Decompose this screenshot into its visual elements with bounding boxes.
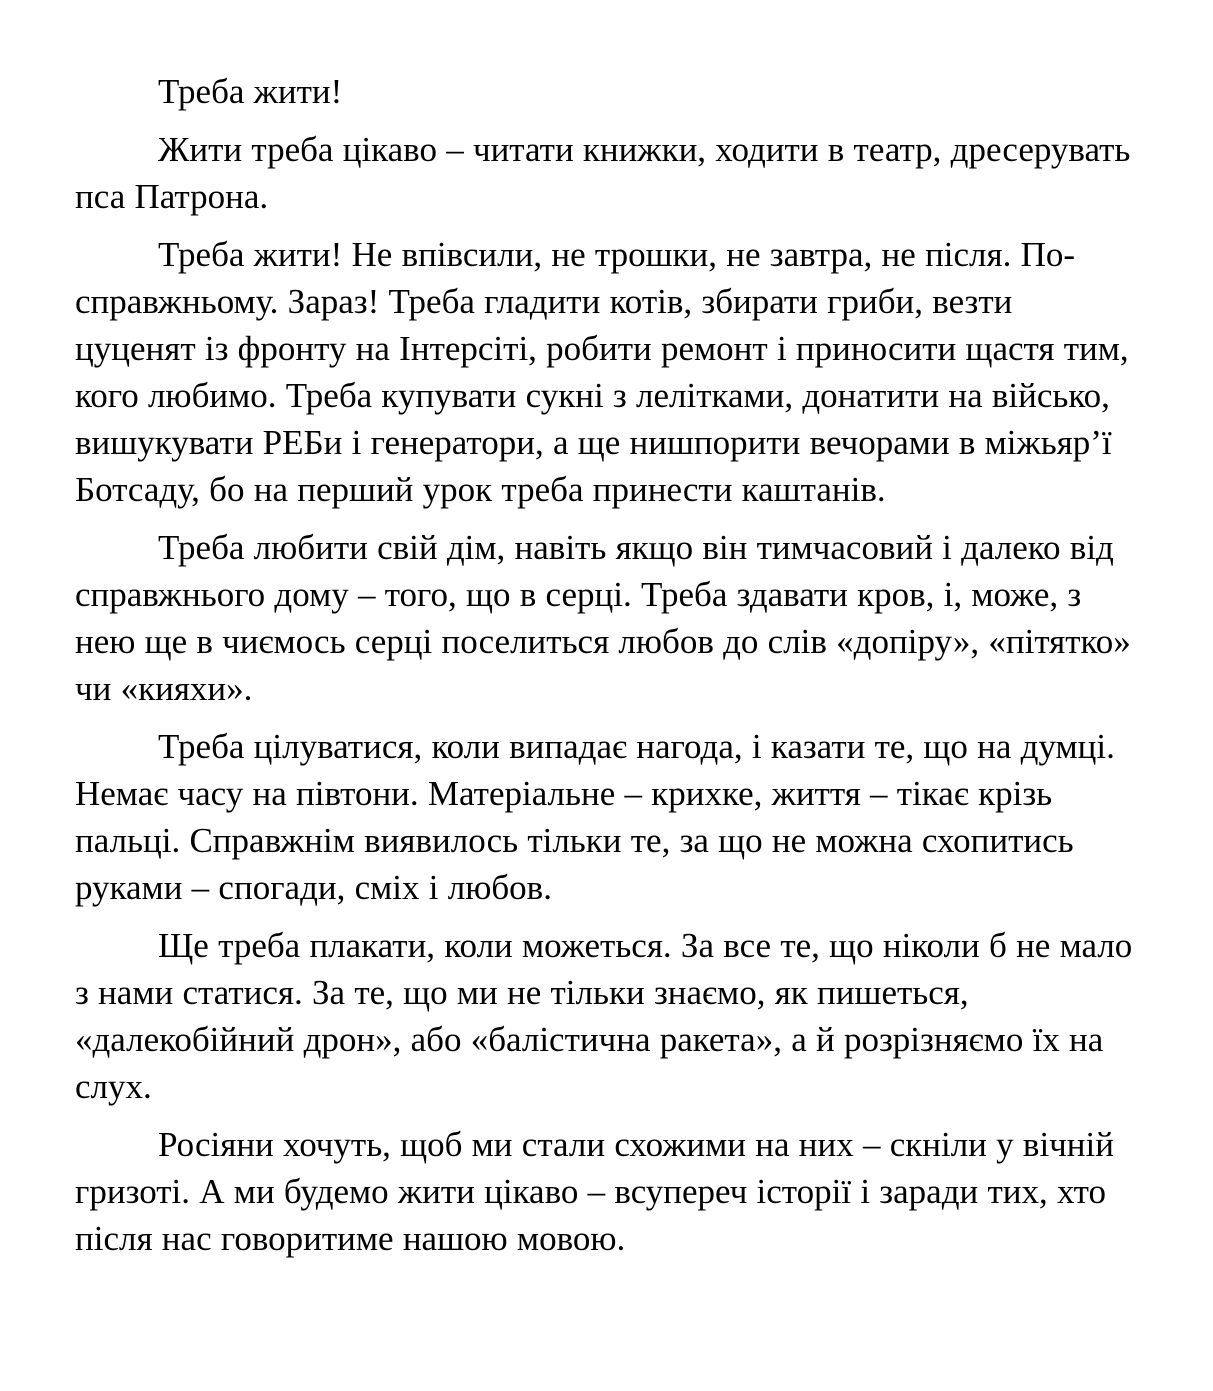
paragraph-4: Треба любити свій дім, навіть якщо він тимчасовий і далеко від справжнього дому – того, що в серці. Треба здавати кров, і, може, з нею ще в чиємось серці поселиться любов до слів «допіру», «пітятко» чи «кияхи». [75, 528, 1131, 708]
paragraph-6: Ще треба плакати, коли можеться. За все те, що ніколи б не мало з нами статися. За те, що ми не тільки знаємо, як пишеться, «далекобійний дрон», або «балістична ракета», а й розрізняємо їх на слух. [75, 926, 1133, 1106]
paragraph-3: Треба жити! Не впівсили, не трошки, не завтра, не після. По-справжньому. Зараз! Треба гладити котів, збирати гриби, везти цуценят із фронту на Інтерсіті, робити ремонт і приносити щастя тим, кого любимо. Треба купувати сукні з лелітками, донатити на військо, вишукувати РЕБи і генератори, а ще нишпорити вечорами в міжьяр’ї Ботсаду, бо на перший урок треба принести каштанів. [75, 235, 1129, 509]
paragraph-2: Жити треба цікаво – читати книжки, ходити в театр, дресерувать пса Патрона. [75, 130, 1131, 216]
paragraph-7: Росіяни хочуть, щоб ми стали схожими на них – скніли у вічній гризоті. А ми будемо жити цікаво – всупереч історії і заради тих, хто після нас говоритиме нашою мовою. [75, 1125, 1114, 1258]
paragraph-1: Треба жити! [158, 72, 343, 111]
paragraph-5: Треба цілуватися, коли випадає нагода, і казати те, що на думці. Немає часу на півтони. Матеріальне – крихке, життя – тікає крізь пальці. Справжнім виявилось тільки те, за що не можна схопитись руками – спогади, сміх і любов. [75, 727, 1115, 907]
document-text-body [75, 68, 1133, 1262]
